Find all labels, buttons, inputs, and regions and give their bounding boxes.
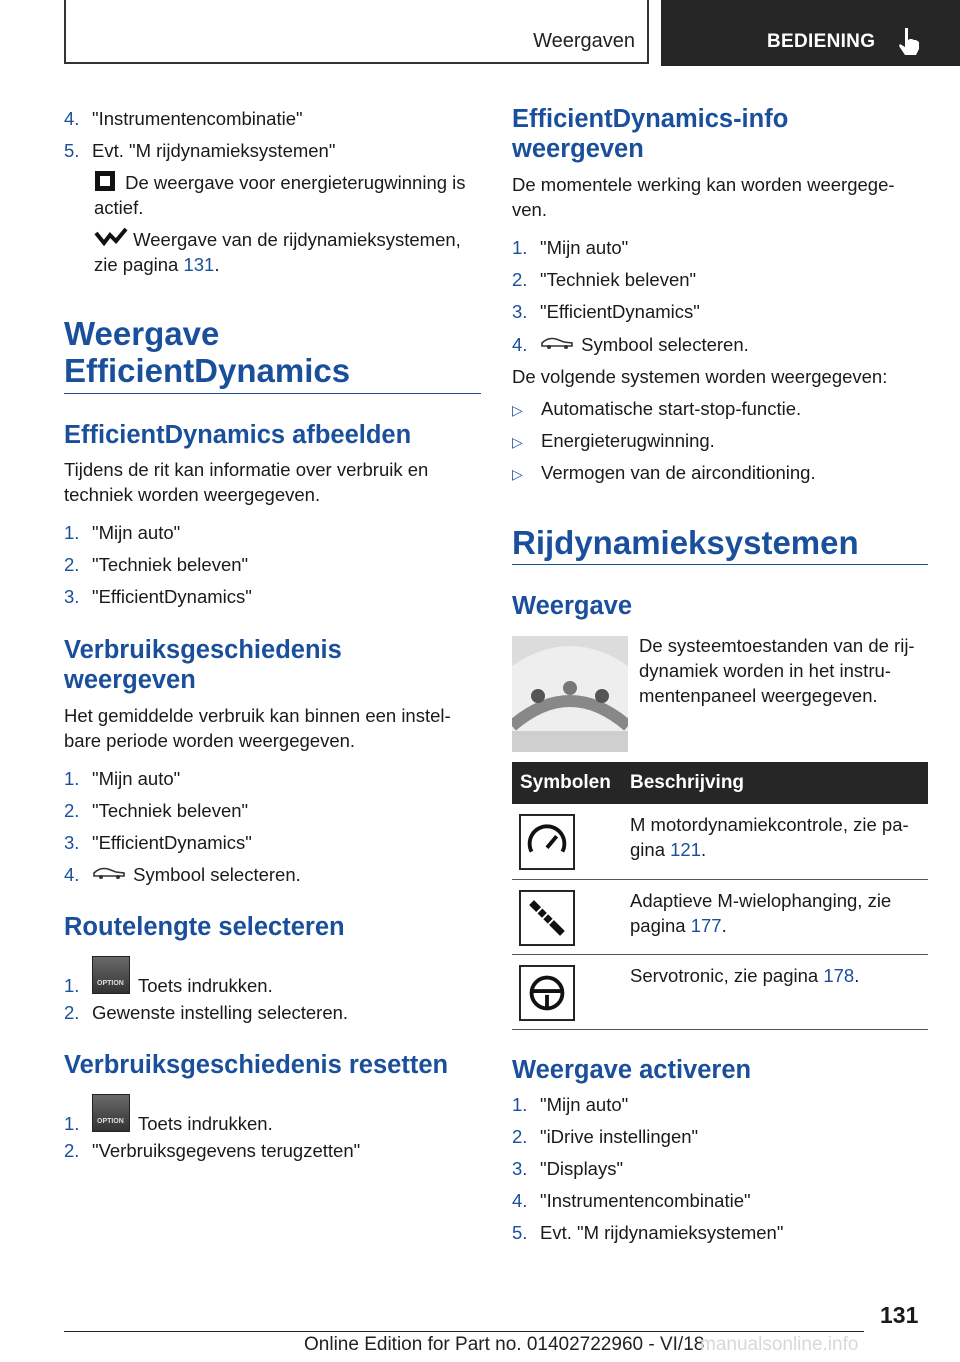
instrument-cluster-image <box>512 636 628 752</box>
list-item: 5. Evt. "M rijdynamieksystemen" <box>512 1222 784 1243</box>
edition-text: Online Edition for Part no. 01402722960 - VI/18 <box>304 1334 705 1355</box>
list-item: 1. "Mijn auto" <box>512 1094 629 1115</box>
triangle-bullet-icon: ▷ <box>512 466 523 482</box>
table-header <box>512 762 928 804</box>
cell-text: Adaptieve M-wielophanging, zie <box>630 889 892 911</box>
note-energy: De weergave voor energieterugwinning is <box>94 170 466 195</box>
note-driving-dynamics: Weergave van de rijdynamieksystemen, <box>94 227 461 252</box>
list-item: 1.OPTION Toets indrukken. <box>64 968 273 1006</box>
list-item: 3. "EfficientDynamics" <box>64 832 252 853</box>
list-item: 2. "iDrive instellingen" <box>512 1126 699 1147</box>
heading-rijdynamieksystemen: Rijdynamieksystemen <box>512 524 859 561</box>
list-item: 1. "Mijn auto" <box>64 522 181 543</box>
option-button-icon[interactable] <box>92 956 130 994</box>
column-header: Symbolen <box>512 762 622 804</box>
paragraph: dynamiek worden in het instru- <box>639 660 891 681</box>
list-item: 2. "Techniek beleven" <box>64 800 249 821</box>
triangle-bullet-icon: ▷ <box>512 402 523 418</box>
heading-verbruik: Verbruiksgeschiedenis <box>64 636 342 664</box>
chapter-title: BEDIENING <box>767 31 876 52</box>
cell-text: M motordynamiekcontrole, zie pa- <box>630 814 909 835</box>
bullet-item: ▷ Vermogen van de airconditioning. <box>512 460 816 487</box>
table-row <box>512 954 928 1029</box>
driving-dynamics-icon <box>94 227 128 249</box>
heading-efficientdynamics: EfficientDynamics <box>64 352 351 389</box>
list-item: 2. "Verbruiksgegevens terugzetten" <box>64 1140 361 1161</box>
energy-recovery-icon <box>94 170 116 192</box>
list-item: 2. "Techniek beleven" <box>512 269 697 290</box>
steering-wheel-icon <box>519 965 575 1021</box>
section-title: Weergaven <box>533 30 635 52</box>
section-tab <box>64 0 649 64</box>
paragraph: Tijdens de rit kan informatie over verbruik en <box>64 459 429 480</box>
watermark: manualsonline.info <box>700 1334 859 1355</box>
heading-rule <box>512 564 928 565</box>
list-item: 3. "Displays" <box>512 1158 624 1179</box>
table-row <box>512 879 928 954</box>
page-link[interactable]: 121 <box>670 839 701 860</box>
column-header: Beschrijving <box>622 762 928 804</box>
list-item: 1.OPTION Toets indrukken. <box>64 1106 273 1144</box>
heading-activeren: Weergave activeren <box>512 1056 752 1084</box>
list-item: 5. Evt. "M rijdynamieksystemen" <box>64 140 336 161</box>
paragraph: bare periode worden weergegeven. <box>64 730 356 751</box>
paragraph: De volgende systemen worden weergegeven: <box>512 366 888 387</box>
car-efficiency-icon <box>92 865 128 883</box>
cell-text: pagina 177. <box>630 914 727 936</box>
paragraph: De momentele werking kan worden weergege- <box>512 174 895 195</box>
bullet-item: ▷ Automatische start-stop-functie. <box>512 396 801 423</box>
cell-text: gina 121. <box>630 839 707 860</box>
heading-info: EfficientDynamics-info <box>512 105 789 133</box>
symbols-table <box>512 762 928 1030</box>
heading-weergave: Weergave <box>64 315 220 352</box>
list-item: 2. "Techniek beleven" <box>64 554 249 575</box>
page-header <box>0 0 960 66</box>
list-item: 2. Gewenste instelling selecteren. <box>64 1002 349 1023</box>
note-energy-cont: actief. <box>94 197 144 218</box>
list-item: 3. "EfficientDynamics" <box>64 586 252 607</box>
paragraph: techniek worden weergegeven. <box>64 484 321 505</box>
car-efficiency-icon <box>540 335 576 353</box>
heading-rule <box>64 393 481 394</box>
bullet-item: ▷ Energieterugwinning. <box>512 428 715 455</box>
page-number: 131 <box>880 1302 919 1328</box>
list-item: 3. "EfficientDynamics" <box>512 301 700 322</box>
cell-text: Servotronic, zie pagina 178. <box>630 964 860 986</box>
page-link[interactable]: 177 <box>690 914 722 936</box>
footer-rule <box>64 1331 864 1332</box>
speedometer-icon <box>519 814 575 870</box>
list-item: 1. "Mijn auto" <box>512 237 629 258</box>
heading-verbruik-2: weergeven <box>64 666 196 694</box>
list-item: 4. Symbool selecteren. <box>64 864 301 885</box>
paragraph: De systeemtoestanden van de rij- <box>639 635 915 656</box>
heading-resetten: Verbruiksgeschiedenis resetten <box>64 1051 449 1079</box>
paragraph: Het gemiddelde verbruik kan binnen een instel- <box>64 705 451 726</box>
paragraph: mentenpaneel weergegeven. <box>639 685 878 706</box>
heading-routelengte: Routelengte selecteren <box>64 913 345 941</box>
list-item: 4. "Instrumentencombinatie" <box>512 1190 751 1211</box>
triangle-bullet-icon: ▷ <box>512 434 523 450</box>
suspension-icon <box>519 890 575 946</box>
heading-info-2: weergeven <box>512 135 644 163</box>
list-item: 1. "Mijn auto" <box>64 768 181 789</box>
option-button-icon[interactable] <box>92 1094 130 1132</box>
page-link[interactable]: 178 <box>823 964 855 986</box>
page-link[interactable]: 131 <box>183 254 215 275</box>
list-item: 4. "Instrumentencombinatie" <box>64 108 303 129</box>
heading-afbeelden: EfficientDynamics afbeelden <box>64 421 412 449</box>
note-page-ref: zie pagina 131. <box>94 254 220 275</box>
paragraph: ven. <box>512 199 547 220</box>
pointing-hand-icon <box>893 26 923 56</box>
table-row <box>512 804 928 879</box>
list-item: 4. Symbool selecteren. <box>512 334 749 355</box>
heading-weergave-r: Weergave <box>512 592 633 620</box>
